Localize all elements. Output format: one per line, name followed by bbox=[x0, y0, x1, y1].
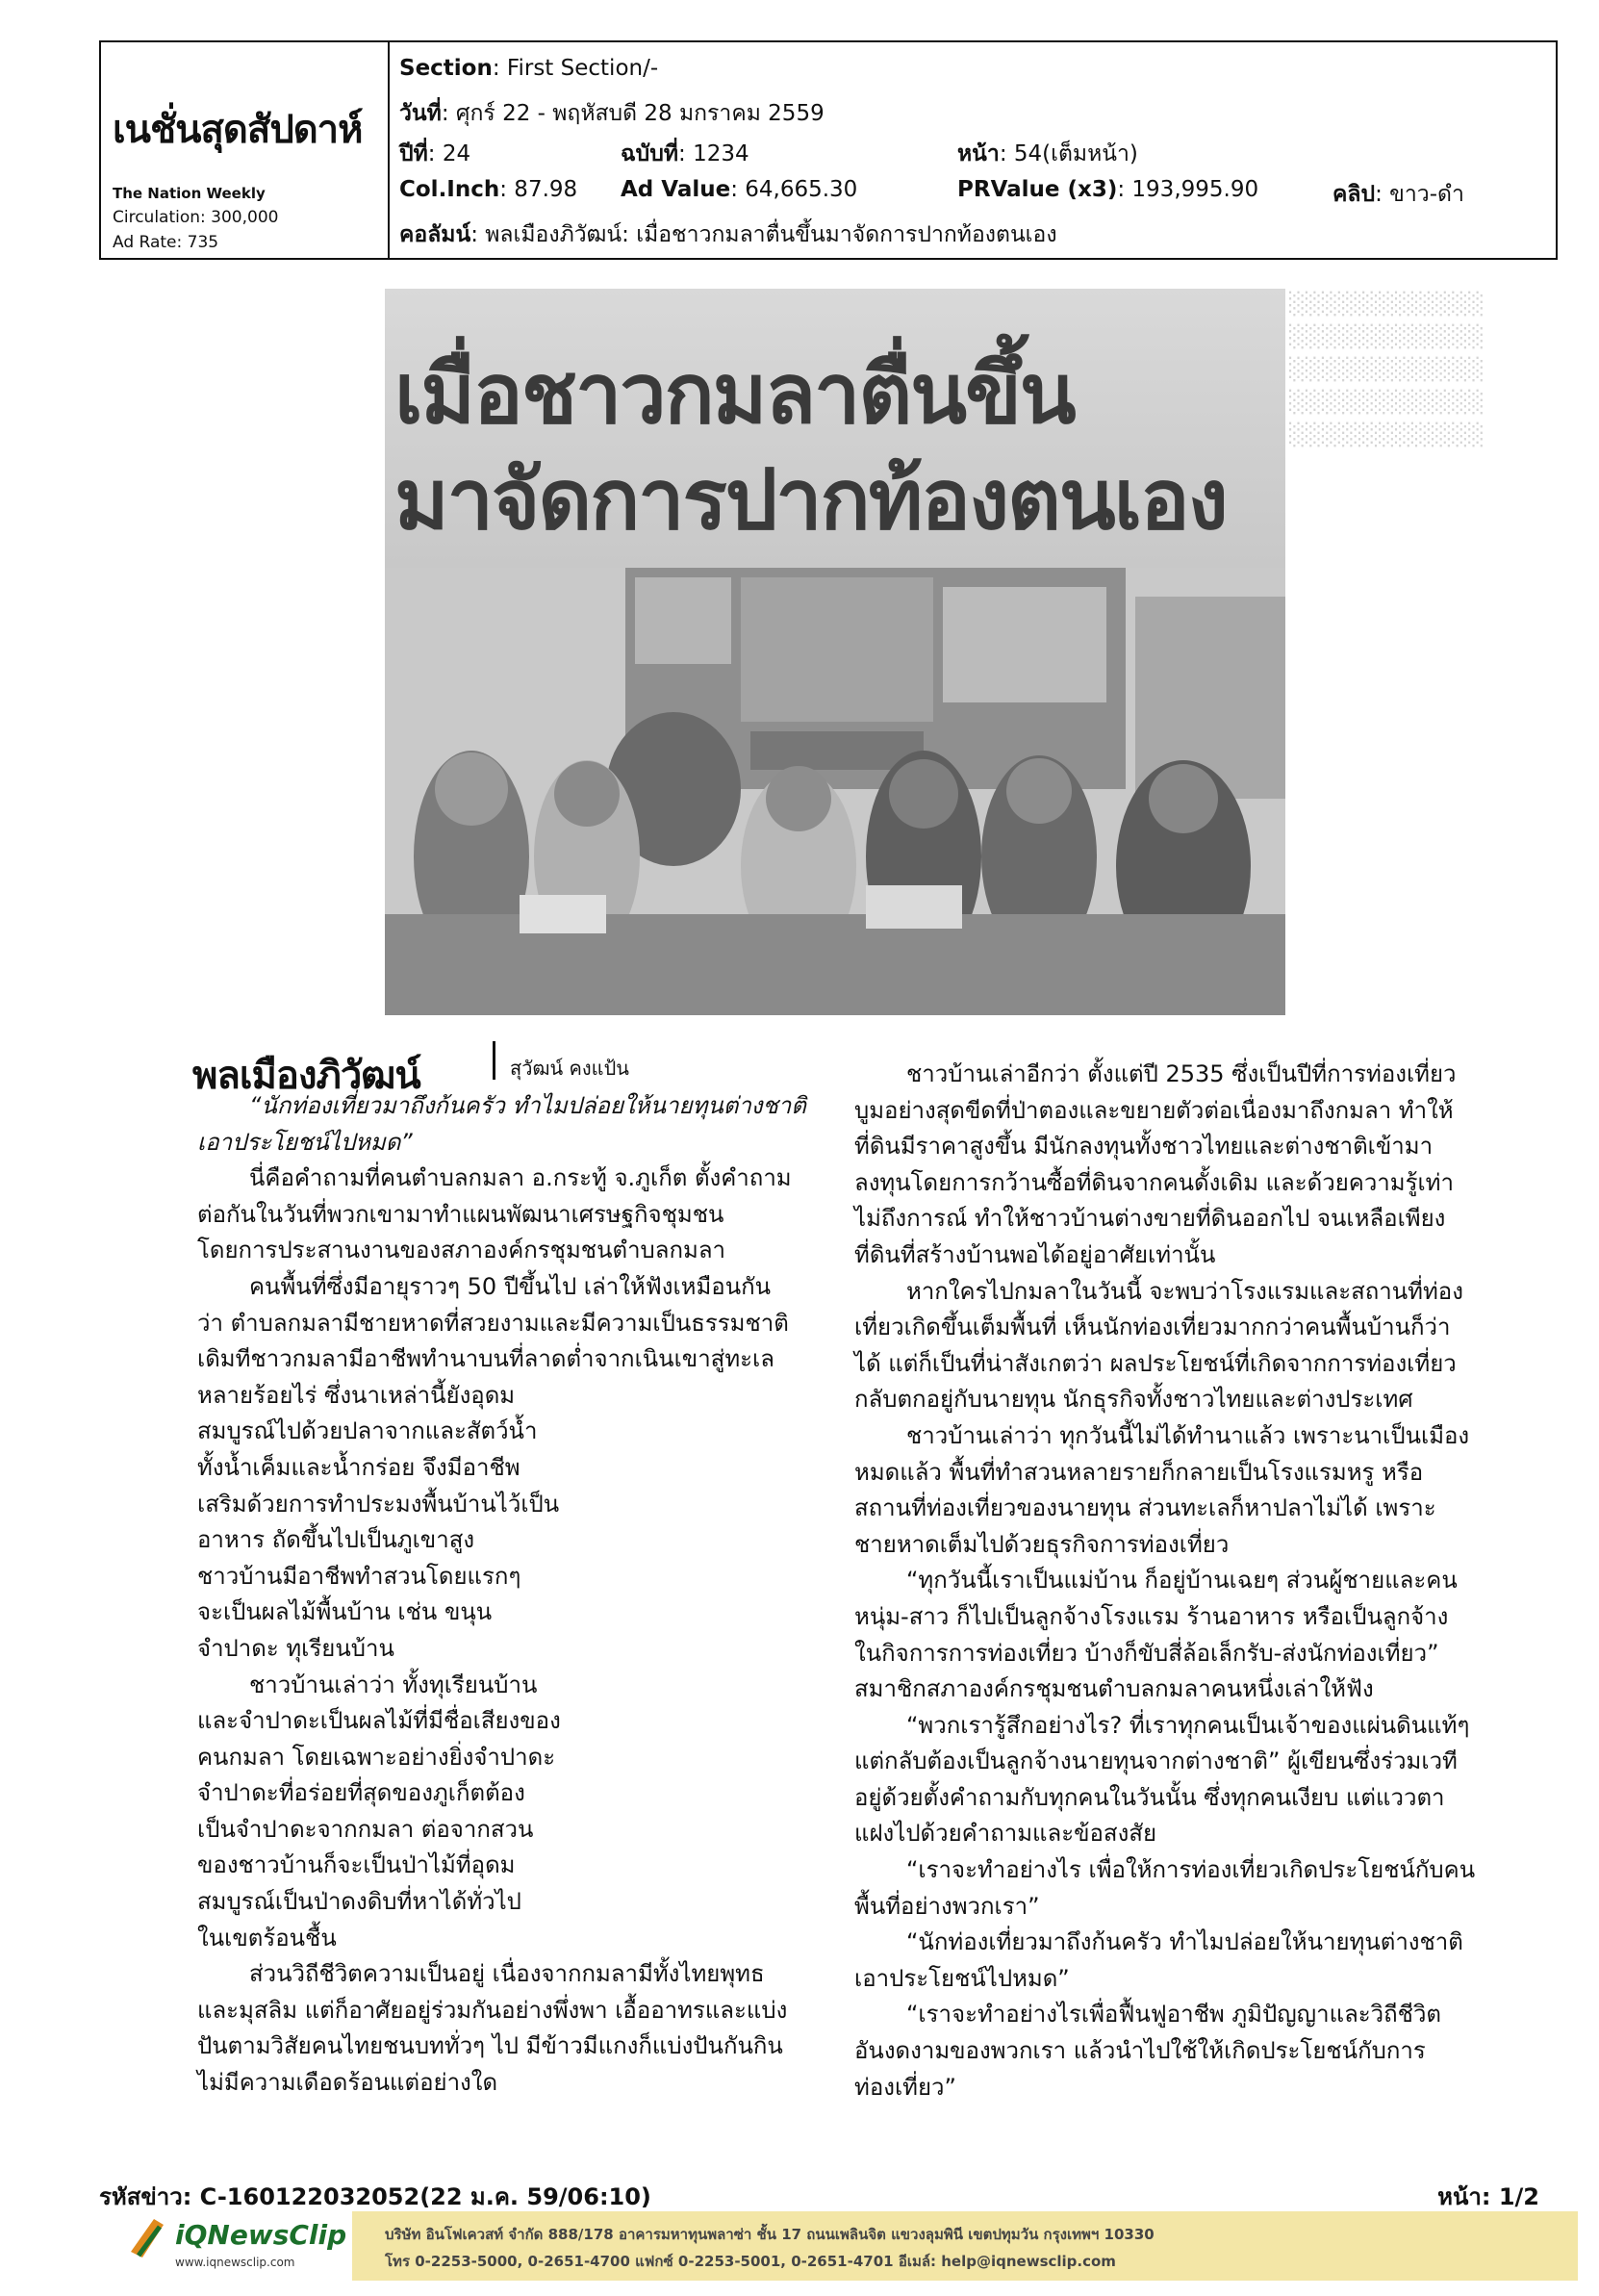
news-code: รหัสข่าว: C-160122032052(22 ม.ค. 59/06:10) bbox=[99, 2183, 651, 2210]
paragraph-line: และจำปาดะเป็นผลไม้ที่มีชื่อเสียงของ bbox=[197, 1707, 561, 1735]
ad-rate: Ad Rate: 735 bbox=[113, 233, 219, 252]
page-value: : 54(เต็มหน้า) bbox=[999, 141, 1138, 166]
paragraph-line: กลับตกอยู่กับนายทุน นักธุรกิจทั้งชาวไทยและต่างประเทศ bbox=[854, 1386, 1413, 1414]
paragraph-line: สถานที่ท่องเที่ยวของนายทุน ส่วนทะเลก็หาปลาไม่ได้ เพราะ bbox=[854, 1494, 1436, 1522]
headline-banner bbox=[385, 289, 1285, 568]
paragraph-line: ไม่ถึงการณ์ ทำให้ชาวบ้านต่างขายที่ดินออกไป จนเหลือเพียง bbox=[854, 1205, 1446, 1233]
page-label: หน้า bbox=[957, 141, 1000, 166]
paragraph-line: ไม่มีความเดือดร้อนแต่อย่างใด bbox=[197, 2069, 498, 2097]
paragraph-line: อันงดงามของพวกเรา แล้วนำไปใช้ให้เกิดประโยชน์กับการ bbox=[854, 2037, 1426, 2065]
paragraph-line: คนกมลา โดยเฉพาะอย่างยิ่งจำปาดะ bbox=[197, 1743, 556, 1771]
advalue-value: : 64,665.30 bbox=[730, 177, 858, 202]
paragraph-line: ต่อกันในวันที่พวกเขามาทำแผนพัฒนาเศรษฐกิจชุมชน bbox=[197, 1200, 724, 1228]
footer-contact-bar bbox=[352, 2211, 1578, 2281]
paragraph-line: คนพื้นที่ซึ่งมีอายุราวๆ 50 ปีขึ้นไป เล่าให้ฟังเหมือนกัน bbox=[249, 1272, 772, 1300]
paragraph-line: แฝงไปด้วยคำถามและข้อสงสัย bbox=[854, 1820, 1157, 1848]
prvalue-value: : 193,995.90 bbox=[1117, 177, 1259, 202]
paragraph-line: เสริมด้วยการทำประมงพื้นบ้านไว้เป็น bbox=[197, 1490, 560, 1518]
paragraph-line: สมบูรณ์เป็นป่าดงดิบที่หาได้ทั่วไป bbox=[197, 1888, 521, 1916]
logo-url: www.iqnewsclip.com bbox=[175, 2256, 295, 2269]
paragraph-line: ว่า ตำบลกมลามีชายหาดที่สวยงามและมีความเป็นธรรมชาติ bbox=[197, 1309, 789, 1337]
advalue-label: Ad Value bbox=[621, 177, 731, 202]
paragraph-line: และมุสลิม แต่ก็อาศัยอยู่ร่วมกันอย่างพึ่งพา เอื้ออาทรและแบ่ง bbox=[197, 1996, 788, 2024]
paragraph-line: หลายร้อยไร่ ซึ่งนาเหล่านี้ยังอุดม bbox=[197, 1381, 516, 1409]
date-label: วันที่ bbox=[399, 101, 442, 126]
paragraph-line: “ทุกวันนี้เราเป็นแม่บ้าน ก็อยู่บ้านเฉยๆ ส่วนผู้ชายและคน bbox=[906, 1567, 1458, 1594]
clip-icon bbox=[125, 2213, 171, 2263]
paragraph-line: หนุ่ม-สาว ก็ไปเป็นลูกจ้างโรงแรม ร้านอาหาร หรือเป็นลูกจ้าง bbox=[854, 1602, 1449, 1630]
logo-text: iQNewsClip bbox=[175, 2219, 347, 2251]
paragraph-line: จะเป็นผลไม้พื้นบ้าน เช่น ขนุน bbox=[197, 1598, 493, 1626]
colinch-cell bbox=[399, 177, 577, 202]
paragraph-line: ส่วนวิถีชีวิตความเป็นอยู่ เนื่องจากกมลามีทั้งไทยพุทธ bbox=[249, 1960, 765, 1988]
section-value: : First Section/- bbox=[492, 56, 659, 81]
paragraph-line: ที่ดินมีราคาสูงขึ้น มีนักลงทุนทั้งชาวไทยและต่างชาติเข้ามา bbox=[854, 1133, 1434, 1161]
paragraph-line: เดิมทีชาวกมลามีอาชีพทำนาบนที่ลาดต่ำจากเนินเขาสู่ทะเล bbox=[197, 1345, 774, 1373]
page-cell bbox=[957, 137, 1138, 171]
article-column-left bbox=[197, 1088, 813, 2102]
paragraph-line: แต่กลับต้องเป็นลูกจ้างนายทุนจากต่างชาติ” ผู้เขียนซึ่งร่วมเวที bbox=[854, 1748, 1458, 1775]
headline-photo-block bbox=[385, 289, 1285, 1015]
meeting-photo bbox=[385, 568, 1285, 1015]
paragraph-line: ในเขตร้อนชื้น bbox=[197, 1924, 337, 1952]
page-number: หน้า: 1/2 bbox=[1437, 2183, 1539, 2210]
column-row bbox=[399, 217, 1057, 252]
circulation: Circulation: 300,000 bbox=[113, 208, 279, 227]
year-label: ปีที่ bbox=[399, 141, 428, 166]
paragraph-line: บูมอย่างสุดขีดที่ป่าตองและขยายตัวต่อเนื่องมาถึงกมลา ทำให้ bbox=[854, 1096, 1454, 1124]
paragraph-line: โดยการประสานงานของสภาองค์กรชุมชนตำบลกมลา bbox=[197, 1237, 726, 1264]
paragraph-line: “เราจะทำอย่างไรเพื่อฟื้นฟูอาชีพ ภูมิปัญญาและวิถีชีวิต bbox=[906, 2001, 1442, 2028]
paragraph-line: อยู่ด้วยตั้งคำถามกับทุกคนในวันนั้น ซึ่งทุกคนเงียบ แต่แววตา bbox=[854, 1783, 1445, 1811]
paragraph-line: อาหาร ถัดขึ้นไปเป็นภูเขาสูง bbox=[197, 1526, 475, 1554]
prvalue-label: PRValue (x3) bbox=[957, 177, 1118, 202]
paragraph-line: ปันตามวิสัยคนไทยชนบททั่วๆ ไป มีข้าวมีแกงก็แบ่งปันกันกิน bbox=[197, 2032, 783, 2060]
clip-cell bbox=[1332, 177, 1464, 212]
byline-divider bbox=[493, 1041, 495, 1080]
headline-line-1: เมื่อชาวกมลาตื่นขึ้น bbox=[394, 346, 1075, 443]
paragraph-line: “เราจะทำอย่างไร เพื่อให้การท่องเที่ยวเกิดประโยชน์กับคน bbox=[906, 1856, 1476, 1884]
paragraph-line: ชาวบ้านเล่าว่า ทุกวันนี้ไม่ได้ทำนาแล้ว เพราะนาเป็นเมือง bbox=[906, 1421, 1470, 1449]
paragraph-line: ที่ดินที่สร้างบ้านพอได้อยู่อาศัยเท่านั้น bbox=[854, 1240, 1216, 1268]
colinch-label: Col.Inch bbox=[399, 177, 500, 202]
clip-label: คลิป bbox=[1332, 182, 1376, 207]
advalue-cell bbox=[621, 177, 857, 202]
year-value: : 24 bbox=[427, 141, 471, 166]
paragraph-line: เอาประโยชน์ไปหมด” bbox=[854, 1964, 1070, 1992]
iqnewsclip-logo bbox=[125, 2213, 346, 2277]
issue-cell bbox=[621, 137, 749, 171]
column-label: คอลัมน์ bbox=[399, 222, 471, 247]
paragraph-line: เอาประโยชน์ไปหมด” bbox=[197, 1128, 413, 1156]
company-address: บริษัท อินโฟเควสท์ จำกัด 888/178 อาคารมหาทุนพลาซ่า ชั้น 17 ถนนเพลินจิต แขวงลุมพินี เขตปทุมวัน กรุงเทพฯ 10330 bbox=[385, 2226, 1155, 2243]
byline-column-name: พลเมืองภิวัฒน์ bbox=[192, 1054, 420, 1098]
company-contact: โทร 0-2253-5000, 0-2651-4700 แฟกซ์ 0-2253-5001, 0-2651-4701 อีเมล์: help@iqnewsclip.com bbox=[385, 2253, 1116, 2270]
section-row bbox=[399, 56, 658, 81]
date-row bbox=[399, 96, 825, 131]
paragraph-line: “นักท่องเที่ยวมาถึงก้นครัว ทำไมปล่อยให้นายทุนต่างชาติ bbox=[249, 1092, 806, 1119]
paragraph-line: “นักท่องเที่ยวมาถึงก้นครัว ทำไมปล่อยให้นายทุนต่างชาติ bbox=[906, 1928, 1463, 1956]
paragraph-line: สมาชิกสภาองค์กรชุมชนตำบลกมลาคนหนึ่งเล่าให้ฟัง bbox=[854, 1675, 1374, 1703]
paragraph-line: ลงทุนโดยการกว้านซื้อที่ดินจากคนดั้งเดิม และด้วยความรู้เท่า bbox=[854, 1168, 1454, 1196]
paragraph-line: นี่คือคำถามที่คนตำบลกมลา อ.กระทู้ จ.ภูเก็ต ตั้งคำถาม bbox=[249, 1164, 792, 1192]
paragraph-line: พื้นที่อย่างพวกเรา” bbox=[854, 1892, 1040, 1920]
headline-line-2: มาจัดการปากท้องตนเอง bbox=[394, 452, 1227, 548]
paragraph-line: หมดแล้ว พื้นที่ทำสวนหลายรายก็กลายเป็นโรงแรมหรู หรือ bbox=[854, 1458, 1424, 1486]
paragraph-line: ในกิจการการท่องเที่ยว บ้างก็ขับสี่ล้อเล็กรับ-ส่งนักท่องเที่ยว” bbox=[854, 1639, 1439, 1667]
paragraph-line: เป็นจำปาดะจากกมลา ต่อจากสวน bbox=[197, 1815, 534, 1843]
section-label: Section bbox=[399, 56, 493, 81]
paragraph-line: ของชาวบ้านก็จะเป็นป่าไม้ที่อุดม bbox=[197, 1851, 516, 1879]
year-cell bbox=[399, 137, 470, 171]
date-value: : ศุกร์ 22 - พฤหัสบดี 28 มกราคม 2559 bbox=[441, 101, 825, 126]
issue-value: : 1234 bbox=[678, 141, 749, 166]
colinch-value: : 87.98 bbox=[499, 177, 578, 202]
paragraph-line: ชาวบ้านเล่าว่า ทั้งทุเรียนบ้าน bbox=[249, 1671, 538, 1698]
prvalue-cell bbox=[957, 177, 1258, 202]
paragraph-line: จำปาดะที่อร่อยที่สุดของภูเก็ตต้อง bbox=[197, 1779, 525, 1807]
paragraph-line: ทั้งน้ำเค็มและน้ำกร่อย จึงมีอาชีพ bbox=[197, 1453, 520, 1481]
paragraph-line: สมบูรณ์ไปด้วยปลาจากและสัตว์น้ำ bbox=[197, 1417, 538, 1445]
paragraph-line: ชายหาดเต็มไปด้วยธุรกิจการท่องเที่ยว bbox=[854, 1530, 1230, 1558]
publication-name-en: The Nation Weekly bbox=[113, 185, 266, 202]
paragraph-line: ท่องเที่ยว” bbox=[854, 2073, 956, 2101]
article-column-right bbox=[854, 1057, 1476, 2105]
paragraph-line: เที่ยวเกิดขึ้นเต็มพื้นที่ เห็นนักท่องเที่ยวมากกว่าคนพื้นบ้านก็ว่า bbox=[854, 1314, 1451, 1341]
publication-panel bbox=[101, 42, 390, 258]
publication-name: เนชั่นสุดสัปดาห์ bbox=[113, 108, 363, 152]
paragraph-line: ได้ แต่ก็เป็นที่น่าสังเกตว่า ผลประโยชน์ที่เกิดจากการท่องเที่ยว bbox=[854, 1349, 1457, 1377]
byline-author: สุวัฒน์ คงแป้น bbox=[510, 1057, 629, 1080]
column-value: : พลเมืองภิวัฒน์: เมื่อชาวกมลาตื่นขึ้นมาจัดการปากท้องตนเอง bbox=[470, 222, 1057, 247]
paragraph-line: จำปาดะ ทุเรียนบ้าน bbox=[197, 1634, 394, 1662]
paragraph-line: หากใครไปกมลาในวันนี้ จะพบว่าโรงแรมและสถานที่ท่อง bbox=[906, 1277, 1463, 1305]
clipping-header bbox=[99, 40, 1558, 260]
issue-label: ฉบับที่ bbox=[621, 141, 679, 166]
paragraph-line: “พวกเรารู้สึกอย่างไร? ที่เราทุกคนเป็นเจ้าของแผ่นดินแท้ๆ bbox=[906, 1711, 1470, 1739]
clip-value: : ขาว-ดำ bbox=[1375, 182, 1464, 207]
paragraph-line: ชาวบ้านเล่าอีกว่า ตั้งแต่ปี 2535 ซึ่งเป็นปีที่การท่องเที่ยว bbox=[906, 1060, 1457, 1087]
bleed-through-text: ░░░░░░░░░░░░ ░░░░░░░░░░░░ ░░░░░░░░░░░░ ░░░░░░░░░░░░ ░░░░░░░░░░░░ bbox=[1289, 293, 1485, 447]
paragraph-line: ชาวบ้านมีอาชีพทำสวนโดยแรกๆ bbox=[197, 1562, 521, 1590]
